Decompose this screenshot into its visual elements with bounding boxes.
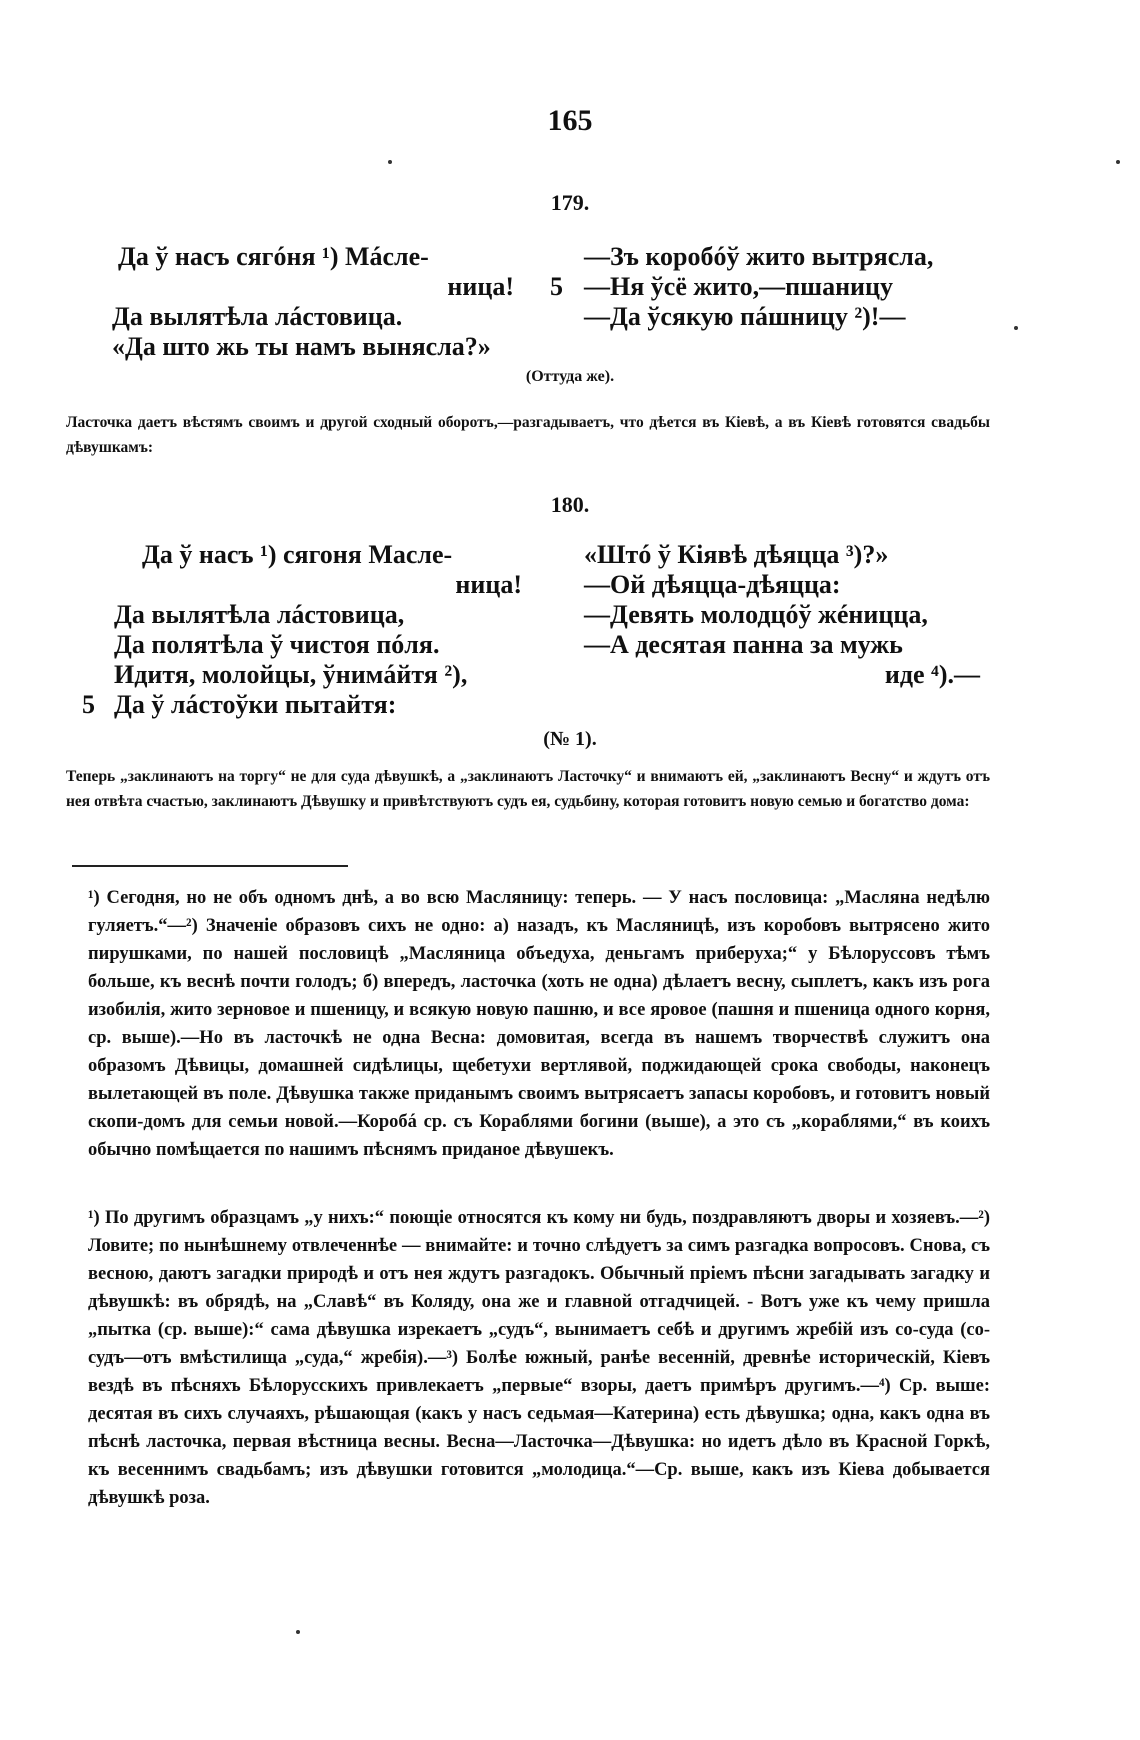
song-179-line-4: —Зъ коробóў жито вытрясла, — [584, 242, 934, 271]
song-180-line-1: Да ў насъ ¹) сягоня Масле- — [142, 540, 453, 569]
song-180-line-6: «Штó ў Кіявѣ дѣяцца ³)?» — [584, 540, 889, 569]
note-after-179: Ласточка даетъ вѣстямъ своимъ и другой сходный оборотъ,—разгадываетъ, что дѣется въ Кіевѣ, а въ Кіевѣ готовятся свадьбы дѣвушкамъ: — [66, 414, 990, 456]
ink-speck — [296, 1630, 300, 1634]
song-180-marker: (№ 1). — [543, 728, 597, 750]
song-179-number: 179. — [550, 190, 590, 215]
footnote-block-1: ¹) Сегодня, но не объ одномъ днѣ, а во всю Масляницу: теперь. — У насъ пословица: „Масляна недѣлю гуляетъ.“—²) Значеніе образовъ сихъ не одно: а) назадъ, къ Масляницѣ, изъ коробовъ вытрясено жито пирушками, по нашей пословицѣ „Масляница объедуха, деньгамъ приберуха;“ у Бѣлоруссовъ тѣмъ больше, къ веснѣ почти голодъ; б) впередъ, ласточка (хоть не одна) дѣлаетъ весну, сыплетъ, какъ изъ рога изобилія, жито зерновое и пшеницу, и всякую новую пашню, и все яровое (пашня и пшеница одного корня, ср. выше).—Но въ ласточкѣ не одна Весна: домовитая, всегда въ нашемъ творчествѣ служитъ она образомъ Дѣвицы, домашней сидѣлицы, щебетухи вертлявой, поджидающей срока свободы, наконецъ вылетающей въ поле. Дѣвушка также приданымъ своимъ вытрясаетъ запасы коробовъ, и готовитъ новый скопи-домъ для семьи новой.—Коробá ср. съ Кораблями богини (выше), а это съ „кораблями,“ въ коихъ обычно помѣщается по нашимъ пѣснямъ приданое дѣвушекъ. — [88, 888, 990, 1160]
song-179-line-number: 5 — [550, 272, 563, 301]
page-number: 165 — [547, 104, 593, 137]
song-179-right-column — [584, 242, 933, 332]
song-180-line-3: Да полятѣла ў чистоя пóля. — [114, 630, 440, 659]
ink-speck — [1014, 326, 1018, 330]
song-179-line-3: «Да што жь ты намъ вынясла?» — [112, 332, 491, 361]
note-after-180: Теперь „заклинаютъ на торгу“ не для суда дѣвушкѣ, а „заклинаютъ Ласточку“ и внимаютъ ей, „заклинаютъ Весну“ и ждутъ отъ нея отвѣта счастью, заклинаютъ Дѣвушку и привѣтствуютъ судъ ея, судьбину, которая готовитъ новую семью и богатство дома: — [66, 768, 990, 810]
song-179-left-column — [112, 242, 514, 362]
song-179-line-1-cont: ница! — [447, 272, 514, 301]
ink-speck — [388, 160, 392, 164]
song-179-line-5: —Ня ўсё жито,—пшаницу — [584, 272, 894, 301]
ink-speck — [1116, 160, 1120, 164]
song-179-line-6: —Да ўсякую пáшницу ²)!— — [584, 302, 906, 331]
song-180-line-8: —Девять молодцóў жéницца, — [584, 600, 928, 629]
song-180-line-number: 5 — [82, 690, 95, 719]
song-180-line-1-cont: ница! — [455, 570, 522, 599]
song-180-right-column — [584, 540, 980, 690]
song-180-line-4: Идитя, молойцы, ўнимáйтя ²), — [114, 660, 468, 689]
song-180-line-5: Да ў лáстоўки пытайтя: — [114, 690, 397, 719]
footnote-block-2: ¹) По другимъ образцамъ „у нихъ:“ поющіе относятся къ кому ни будь, поздравляютъ дворы и хозяевъ.—²) Ловите; по нынѣшнему отвлеченнѣе — внимайте: и точно слѣдуетъ за симъ разгадка вопросовъ. Снова, съ весною, даютъ загадки природѣ и отъ нея ждутъ разгадокъ. Обычный пріемъ пѣсни загадывать загадку и дѣвушкѣ: въ обрядѣ, на „Славѣ“ въ Коляду, она же и главной отгадчицей. - Вотъ уже къ чему пришла „пытка (ср. выше):“ сама дѣвушка изрекаетъ „судъ“, вынимаетъ себѣ и другимъ жребій изъ со-суда (со-судъ—отъ вмѣстилища „суда,“ жребія).—³) Болѣе южный, ранѣе весенній, древнѣе историческій, Кіевъ вездѣ въ пѣсняхъ Бѣлорусскихъ привлекаетъ „первые“ взоры, даетъ примѣръ другимъ.—⁴) Ср. выше: десятая въ сихъ случаяхъ, рѣшающая (какъ у насъ седьмая—Катерина) есть дѣвушка; одна, какъ одна въ пѣснѣ ласточка, первая вѣстница весны. Весна—Ласточка—Дѣвушка: но идетъ дѣло въ Красной Горкѣ, къ весеннимъ свадьбамъ; изъ дѣвушки готовится „молодица.“—Ср. выше, какъ изъ Кіева добывается дѣвушкѣ роза. — [88, 1208, 990, 1508]
song-180-number: 180. — [550, 492, 590, 517]
song-179-line-1: Да ў насъ сягóня ¹) Мáсле- — [118, 242, 429, 271]
footnote-rule — [72, 865, 348, 867]
song-179-line-2: Да вылятѣла лáстовица. — [112, 302, 403, 331]
song-180-line-9: —А десятая панна за мужь — [584, 630, 903, 659]
song-180-line-7: —Ой дѣяцца-дѣяцца: — [584, 570, 841, 599]
song-180-left-column — [114, 540, 522, 720]
song-179-source: (Оттуда же). — [525, 368, 615, 385]
song-180-line-2: Да вылятѣла лáстовица, — [114, 600, 405, 629]
song-180-line-9-cont: иде ⁴).— — [884, 660, 980, 689]
